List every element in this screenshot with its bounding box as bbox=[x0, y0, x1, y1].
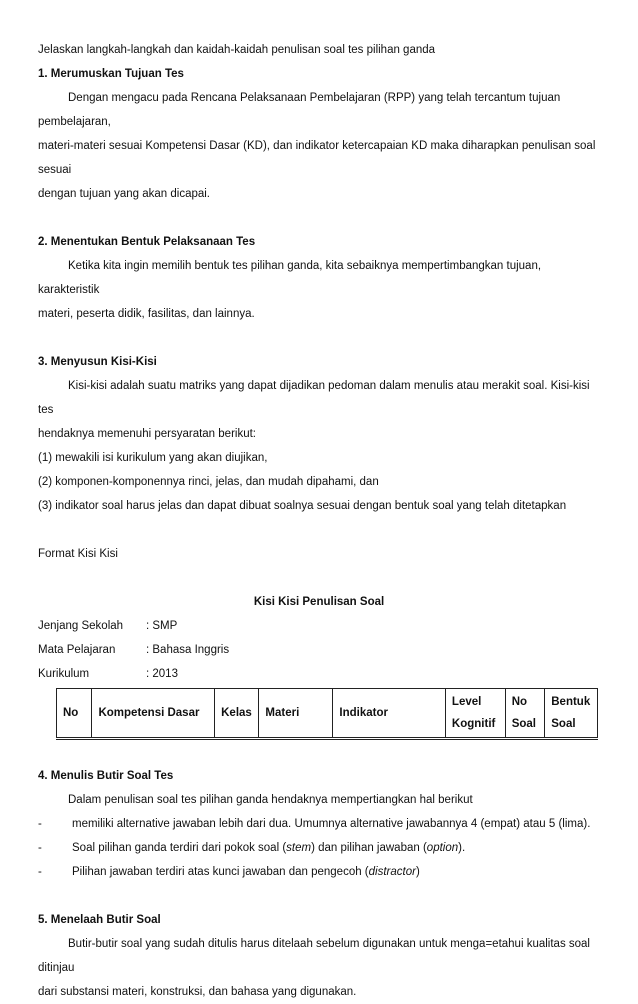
bullet-item bbox=[38, 812, 600, 836]
bullet-text: Pilihan jawaban terdiri atas kunci jawaban dan pengecoh (distractor) bbox=[72, 866, 420, 878]
header-kompetensi-dasar: Kompetensi Dasar bbox=[92, 689, 215, 739]
meta-value: : 2013 bbox=[146, 668, 178, 680]
section-2-text-1: Ketika kita ingin memilih bentuk tes pilihan ganda, kita sebaiknya mempertimbangkan tujuan, karakteristik bbox=[38, 260, 542, 296]
header-level-kognitif bbox=[445, 689, 505, 739]
header-bentuk-line-1: Bentuk bbox=[551, 696, 591, 708]
kisi-kisi-title: Kisi Kisi Penulisan Soal bbox=[253, 596, 385, 608]
section-3-title: 3. Menyusun Kisi-Kisi bbox=[38, 356, 157, 368]
section-3-list-1: (1) mewakili isi kurikulum yang akan diujikan, bbox=[38, 452, 268, 464]
section-2-title: 2. Menentukan Bentuk Pelaksanaan Tes bbox=[38, 236, 256, 248]
section-1-title: 1. Merumuskan Tujuan Tes bbox=[38, 68, 184, 80]
kisi-kisi-table bbox=[56, 688, 598, 740]
header-indikator: Indikator bbox=[333, 689, 446, 739]
section-4-title: 4. Menulis Butir Soal Tes bbox=[38, 770, 174, 782]
section-3-text-1: Kisi-kisi adalah suatu matriks yang dapat dijadikan pedoman dalam menulis atau merakit soal. Kisi-kisi tes bbox=[38, 380, 590, 416]
term-stem: stem bbox=[286, 842, 312, 854]
section-1-text-1: Dengan mengacu pada Rencana Pelaksanaan Pembelajaran (RPP) yang telah tercantum tujuan pembelajaran, bbox=[38, 92, 561, 128]
intro-question: Jelaskan langkah-langkah dan kaidah-kaidah penulisan soal tes pilihan ganda bbox=[38, 44, 436, 56]
meta-value: : Bahasa Inggris bbox=[146, 644, 230, 656]
section-5-text-1: Butir-butir soal yang sudah ditulis harus ditelaah sebelum digunakan untuk menga=etahui kualitas soal ditinjau bbox=[38, 938, 590, 974]
section-3-list-2: (2) komponen-komponennya rinci, jelas, dan mudah dipahami, dan bbox=[38, 476, 379, 488]
header-no-soal bbox=[505, 689, 545, 739]
bullet-item bbox=[38, 860, 600, 884]
meta-key: Mata Pelajaran bbox=[38, 644, 116, 656]
bullet-text: memiliki alternative jawaban lebih dari dua. Umumnya alternative jawabannya 4 (empat) atau 5 (lima). bbox=[72, 818, 591, 830]
section-5-text-2: dari substansi materi, konstruksi, dan bahasa yang digunakan. bbox=[38, 986, 357, 998]
section-3-list-3: (3) indikator soal harus jelas dan dapat dibuat soalnya sesuai dengan bentuk soal yang telah ditetapkan bbox=[38, 500, 567, 512]
format-label: Format Kisi Kisi bbox=[38, 548, 118, 560]
table-header-row bbox=[57, 689, 598, 739]
header-no: No bbox=[57, 689, 92, 739]
header-nosoal-line-2: Soal bbox=[511, 718, 537, 730]
meta-row-kurikulum bbox=[38, 662, 600, 686]
bullet-item bbox=[38, 836, 600, 860]
section-1-text-2: materi-materi sesuai Kompetensi Dasar (KD), dan indikator ketercapaian KD maka diharapkan penulisan soal sesuai bbox=[38, 140, 596, 176]
bullet-dash: - bbox=[38, 842, 42, 854]
header-nosoal-line-1: No bbox=[511, 696, 528, 708]
term-distractor: distractor bbox=[368, 866, 416, 878]
header-level-line-1: Level bbox=[451, 696, 482, 708]
bullet-dash: - bbox=[38, 818, 42, 830]
section-2-text-2: materi, peserta didik, fasilitas, dan lainnya. bbox=[38, 308, 255, 320]
header-bentuk-line-2: Soal bbox=[551, 718, 576, 730]
term-option: option bbox=[426, 842, 459, 854]
section-5-title: 5. Menelaah Butir Soal bbox=[38, 914, 161, 926]
section-4-text-1: Dalam penulisan soal tes pilihan ganda hendaknya mempertiangkan hal berikut bbox=[68, 794, 473, 806]
meta-row-mapel bbox=[38, 638, 600, 662]
meta-key: Jenjang Sekolah bbox=[38, 620, 124, 632]
header-kelas: Kelas bbox=[215, 689, 259, 739]
section-3-text-2: hendaknya memenuhi persyaratan berikut: bbox=[38, 428, 256, 440]
document-page bbox=[38, 38, 600, 1004]
section-1-text-3: dengan tujuan yang akan dicapai. bbox=[38, 188, 211, 200]
header-level-line-2: Kognitif bbox=[451, 718, 496, 730]
bullet-dash: - bbox=[38, 866, 42, 878]
meta-row-jenjang bbox=[38, 614, 600, 638]
header-bentuk-soal bbox=[545, 689, 598, 739]
meta-key: Kurikulum bbox=[38, 668, 90, 680]
bullet-text: Soal pilihan ganda terdiri dari pokok soal (stem) dan pilihan jawaban (option). bbox=[72, 842, 466, 854]
header-materi: Materi bbox=[259, 689, 333, 739]
meta-value: : SMP bbox=[146, 620, 178, 632]
